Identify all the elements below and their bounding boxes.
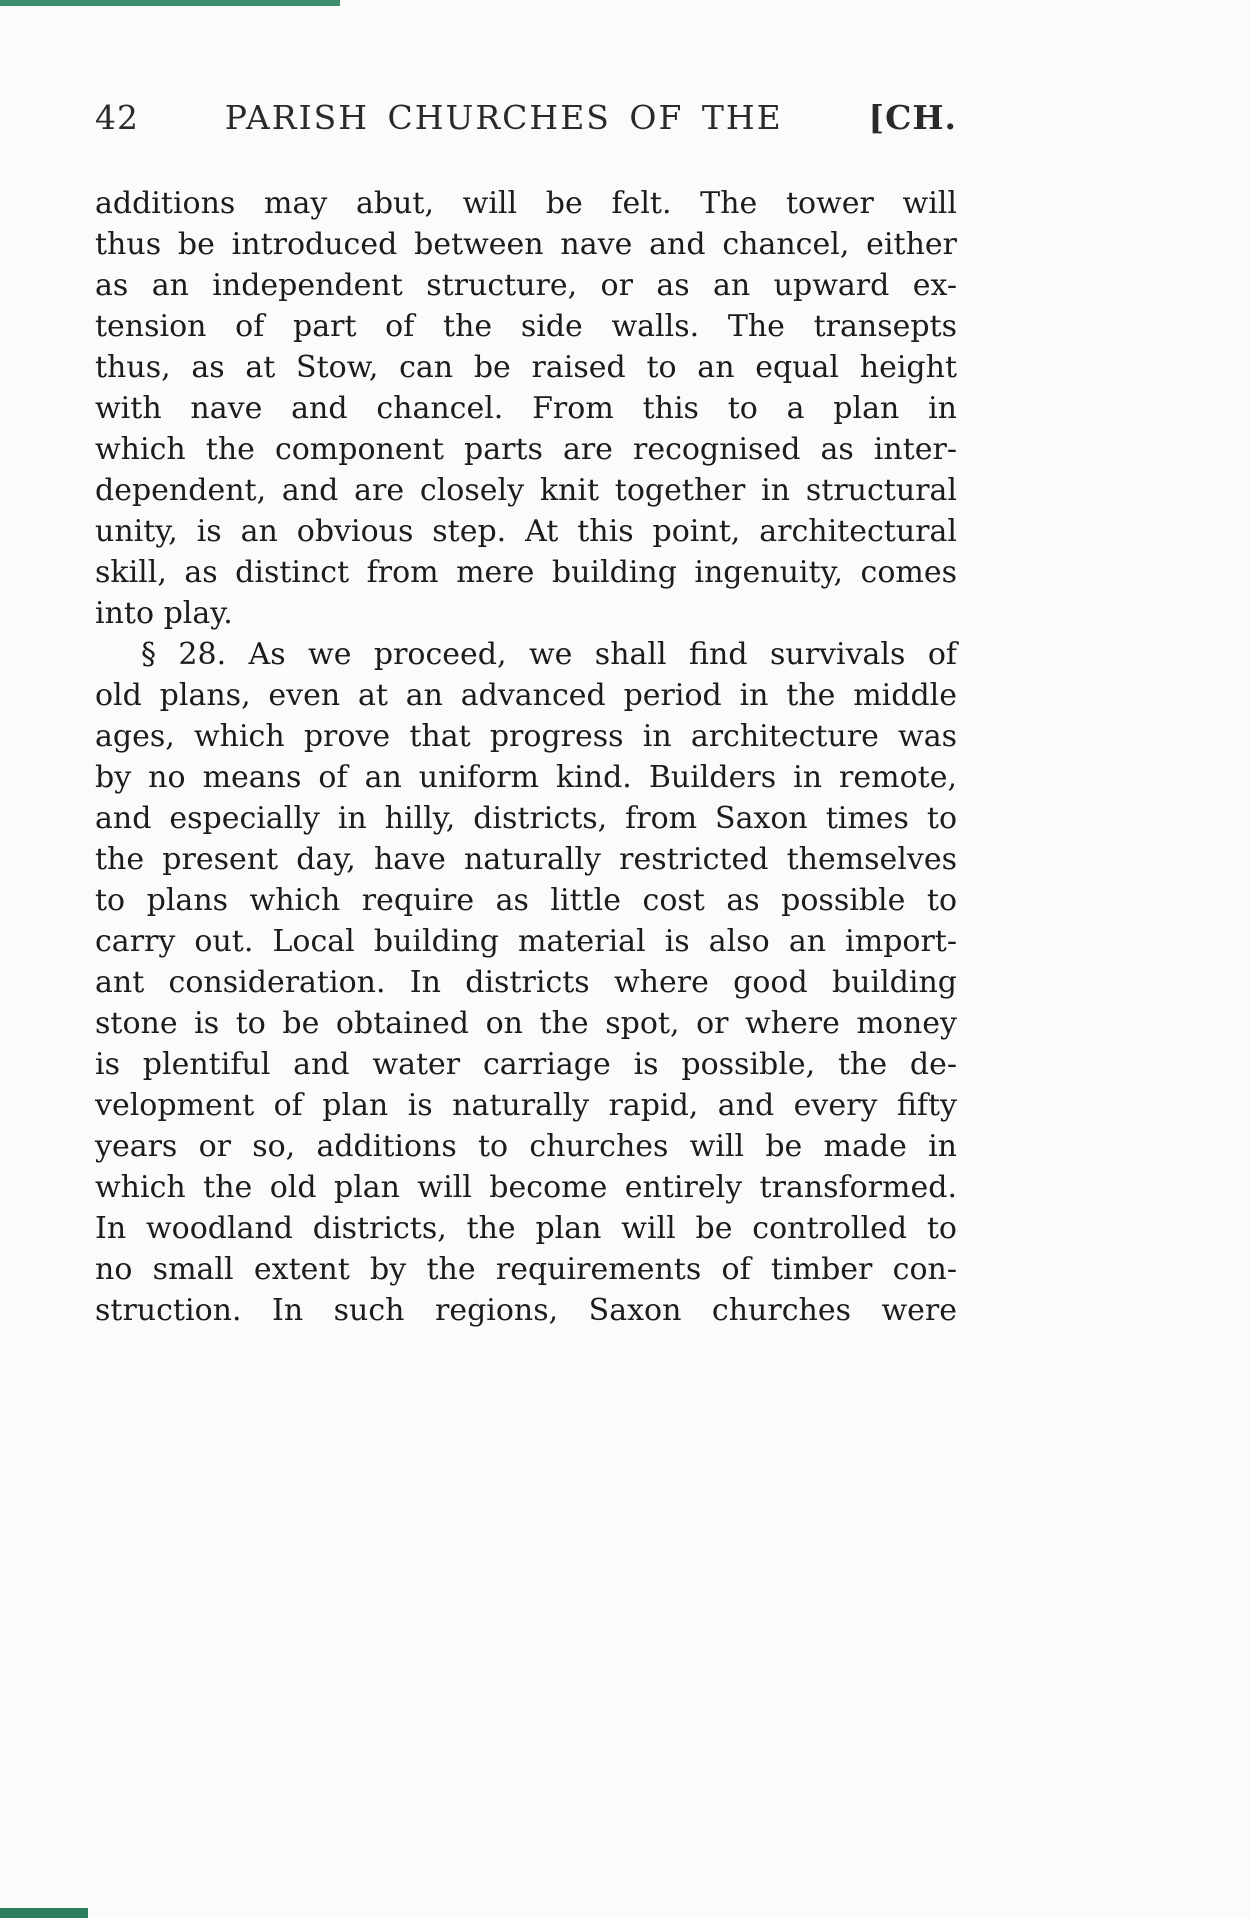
running-title: PARISH CHURCHES OF THE <box>224 98 783 137</box>
text-line: ant consideration. In districts where good building <box>95 965 957 1000</box>
text-line: which the component parts are recognised as inter- <box>95 432 957 467</box>
page-body <box>95 183 957 1331</box>
book-page <box>95 98 957 1331</box>
text-line: In woodland districts, the plan will be controlled to <box>95 1211 957 1246</box>
text-line: by no means of an uniform kind. Builders in remote, <box>95 760 957 795</box>
text-line: old plans, even at an advanced period in the middle <box>95 678 957 713</box>
text-line: stone is to be obtained on the spot, or where money <box>95 1006 957 1041</box>
scan-artifact-bottom <box>0 1908 88 1918</box>
text-line: into play. <box>95 596 233 631</box>
text-line: struction. In such regions, Saxon churches were <box>95 1293 957 1328</box>
text-line: dependent, and are closely knit together in structural <box>95 473 957 508</box>
text-line: years or so, additions to churches will be made in <box>95 1129 957 1164</box>
text-line: and especially in hilly, districts, from Saxon times to <box>95 801 957 836</box>
text-line: unity, is an obvious step. At this point, architectural <box>95 514 957 549</box>
text-line: is plentiful and water carriage is possible, the de- <box>95 1047 957 1082</box>
paragraph <box>95 634 957 1331</box>
page-header <box>95 98 957 137</box>
text-line: thus be introduced between nave and chancel, either <box>95 227 957 262</box>
text-line: carry out. Local building material is also an import- <box>95 924 957 959</box>
text-line-section-start: § 28. As we proceed, we shall find survivals of <box>141 637 957 672</box>
text-line: no small extent by the requirements of timber con- <box>95 1252 957 1287</box>
text-line: as an independent structure, or as an upward ex- <box>95 268 957 303</box>
page-number: 42 <box>95 98 139 137</box>
paragraph <box>95 183 957 634</box>
chapter-marker: [CH. <box>868 98 957 137</box>
scan-artifact-top <box>0 0 340 6</box>
text-line: ages, which prove that progress in architecture was <box>95 719 957 754</box>
text-line: velopment of plan is naturally rapid, and every fifty <box>95 1088 957 1123</box>
text-line: with nave and chancel. From this to a plan in <box>95 391 957 426</box>
text-line: tension of part of the side walls. The transepts <box>95 309 957 344</box>
text-line: thus, as at Stow, can be raised to an equal height <box>95 350 957 385</box>
text-line: additions may abut, will be felt. The tower will <box>95 186 957 221</box>
text-line: which the old plan will become entirely transformed. <box>95 1170 957 1205</box>
text-line: skill, as distinct from mere building ingenuity, comes <box>95 555 957 590</box>
text-line: to plans which require as little cost as possible to <box>95 883 957 918</box>
text-line: the present day, have naturally restricted themselves <box>95 842 957 877</box>
